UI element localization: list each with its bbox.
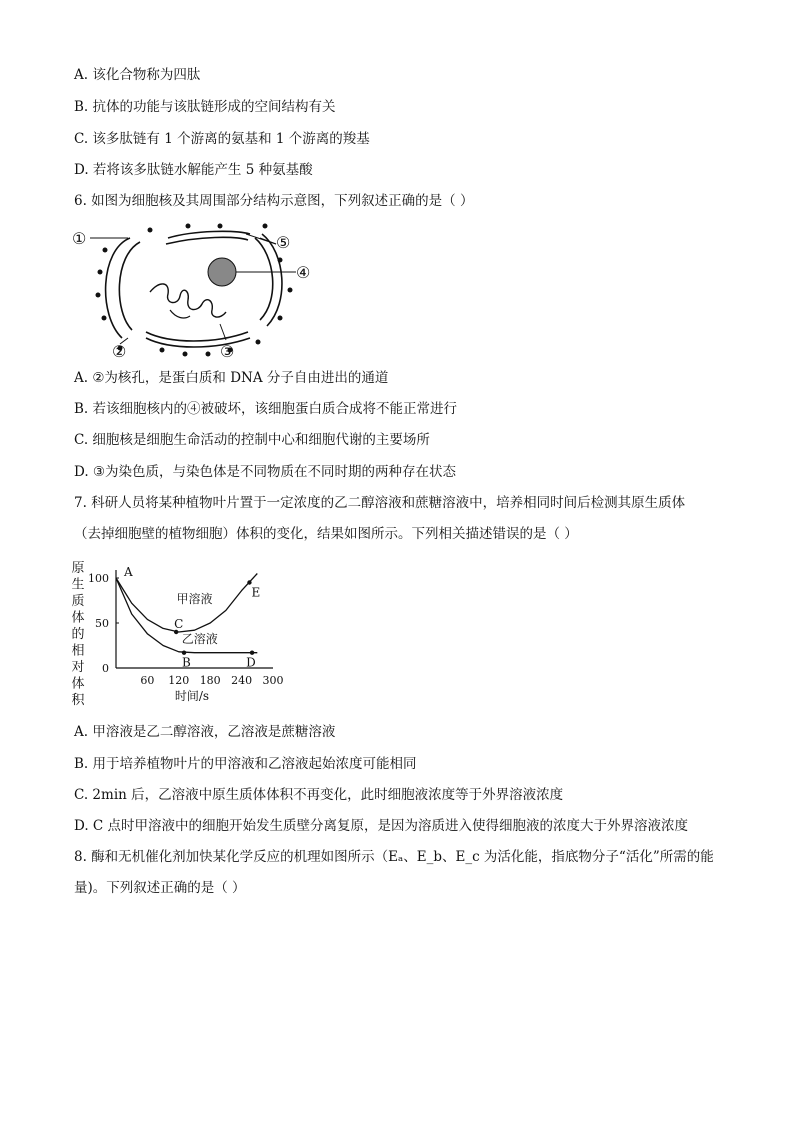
q5-option-d: D. 若将该多肽链水解能产生 5 种氨基酸	[74, 162, 313, 178]
ylabel-char: 原	[71, 561, 85, 576]
figure-label-4: ④	[296, 263, 311, 282]
ylabel-char: 体	[71, 676, 85, 692]
point-label: D	[246, 655, 256, 670]
y-tick-label: 0	[102, 662, 109, 675]
series-label: 甲溶液	[176, 592, 213, 607]
ylabel-char: 相	[71, 643, 85, 659]
ylabel-char: 的	[71, 627, 85, 642]
q6-option-a: A. ②为核孔，是蛋白质和 DNA 分子自由进出的通道	[74, 370, 389, 386]
q7-option-c: C. 2min 后，乙溶液中原生质体体积不再变化，此时细胞液浓度等于外界溶液浓度	[74, 787, 564, 803]
q7-option-b: B. 用于培养植物叶片的甲溶液和乙溶液起始浓度可能相同	[74, 756, 417, 772]
point-label: E	[251, 585, 261, 600]
q7-option-d: D. C 点时甲溶液中的细胞开始发生质壁分离复原，是因为溶质进入使得细胞液的浓度大于外界溶液浓度	[74, 818, 689, 834]
ylabel-char: 质	[71, 594, 85, 609]
q5-option-b: B. 抗体的功能与该肽链形成的空间结构有关	[74, 99, 336, 115]
ylabel-char: 积	[71, 693, 85, 708]
point-E	[247, 580, 251, 584]
y-tick-label: 100	[88, 572, 109, 585]
figure-label-5: ⑤	[276, 233, 291, 252]
q6-option-c: C. 细胞核是细胞生命活动的控制中心和细胞代谢的主要场所	[74, 432, 430, 448]
figure-label-2: ②	[112, 342, 127, 360]
q5-option-c: C. 该多肽链有 1 个游离的氨基和 1 个游离的羧基	[74, 131, 370, 147]
q7-option-a: A. 甲溶液是乙二醇溶液，乙溶液是蔗糖溶液	[74, 724, 336, 740]
point-label: A	[124, 565, 133, 579]
ylabel-char: 对	[71, 660, 85, 675]
protoplast-volume-chart	[68, 560, 318, 710]
q7-stem-line1: 7. 科研人员将某种植物叶片置于一定浓度的乙二醇溶液和蔗糖溶液中，培养相同时间后检测其原生质体	[74, 495, 686, 511]
figure-label-3: ③	[220, 342, 235, 360]
ylabel-char: 体	[71, 610, 85, 626]
q7-stem-line2: （去掉细胞壁的植物细胞）体积的变化，结果如图所示。下列相关描述错误的是（ ）	[74, 526, 578, 542]
x-tick-label: 240	[231, 674, 253, 687]
point-D	[250, 651, 254, 655]
q8-stem-line1: 8. 酶和无机催化剂加快某化学反应的机理如图所示（Eₐ、E_b、E_c 为活化能，指底物分子“活化”所需的能	[74, 849, 714, 865]
x-tick-label: 180	[199, 674, 221, 687]
point-label: C	[174, 617, 184, 631]
x-tick-label: 120	[168, 674, 190, 687]
series-label: 乙溶液	[181, 631, 218, 646]
ylabel-char: 生	[71, 577, 85, 593]
q6-stem: 6. 如图为细胞核及其周围部分结构示意图，下列叙述正确的是（ ）	[74, 193, 474, 209]
cell-nucleus-figure	[70, 220, 330, 360]
point-B	[182, 651, 186, 655]
q5-option-a: A. 该化合物称为四肽	[74, 67, 201, 83]
x-tick-label: 60	[140, 674, 155, 687]
q8-stem-line2: 量)。下列叙述正确的是（ ）	[74, 880, 246, 896]
x-tick-label: 300	[262, 674, 284, 687]
chart-ylabel	[71, 561, 85, 708]
chart-xlabel: 时间/s	[174, 689, 210, 703]
figure-label-1: ①	[72, 229, 87, 248]
point-label: B	[182, 655, 191, 670]
q6-option-d: D. ③为染色质，与染色体是不同物质在不同时期的两种存在状态	[74, 464, 457, 480]
y-tick-label: 50	[95, 617, 109, 630]
q6-option-b: B. 若该细胞核内的④被破坏，该细胞蛋白质合成将不能正常进行	[74, 401, 458, 417]
